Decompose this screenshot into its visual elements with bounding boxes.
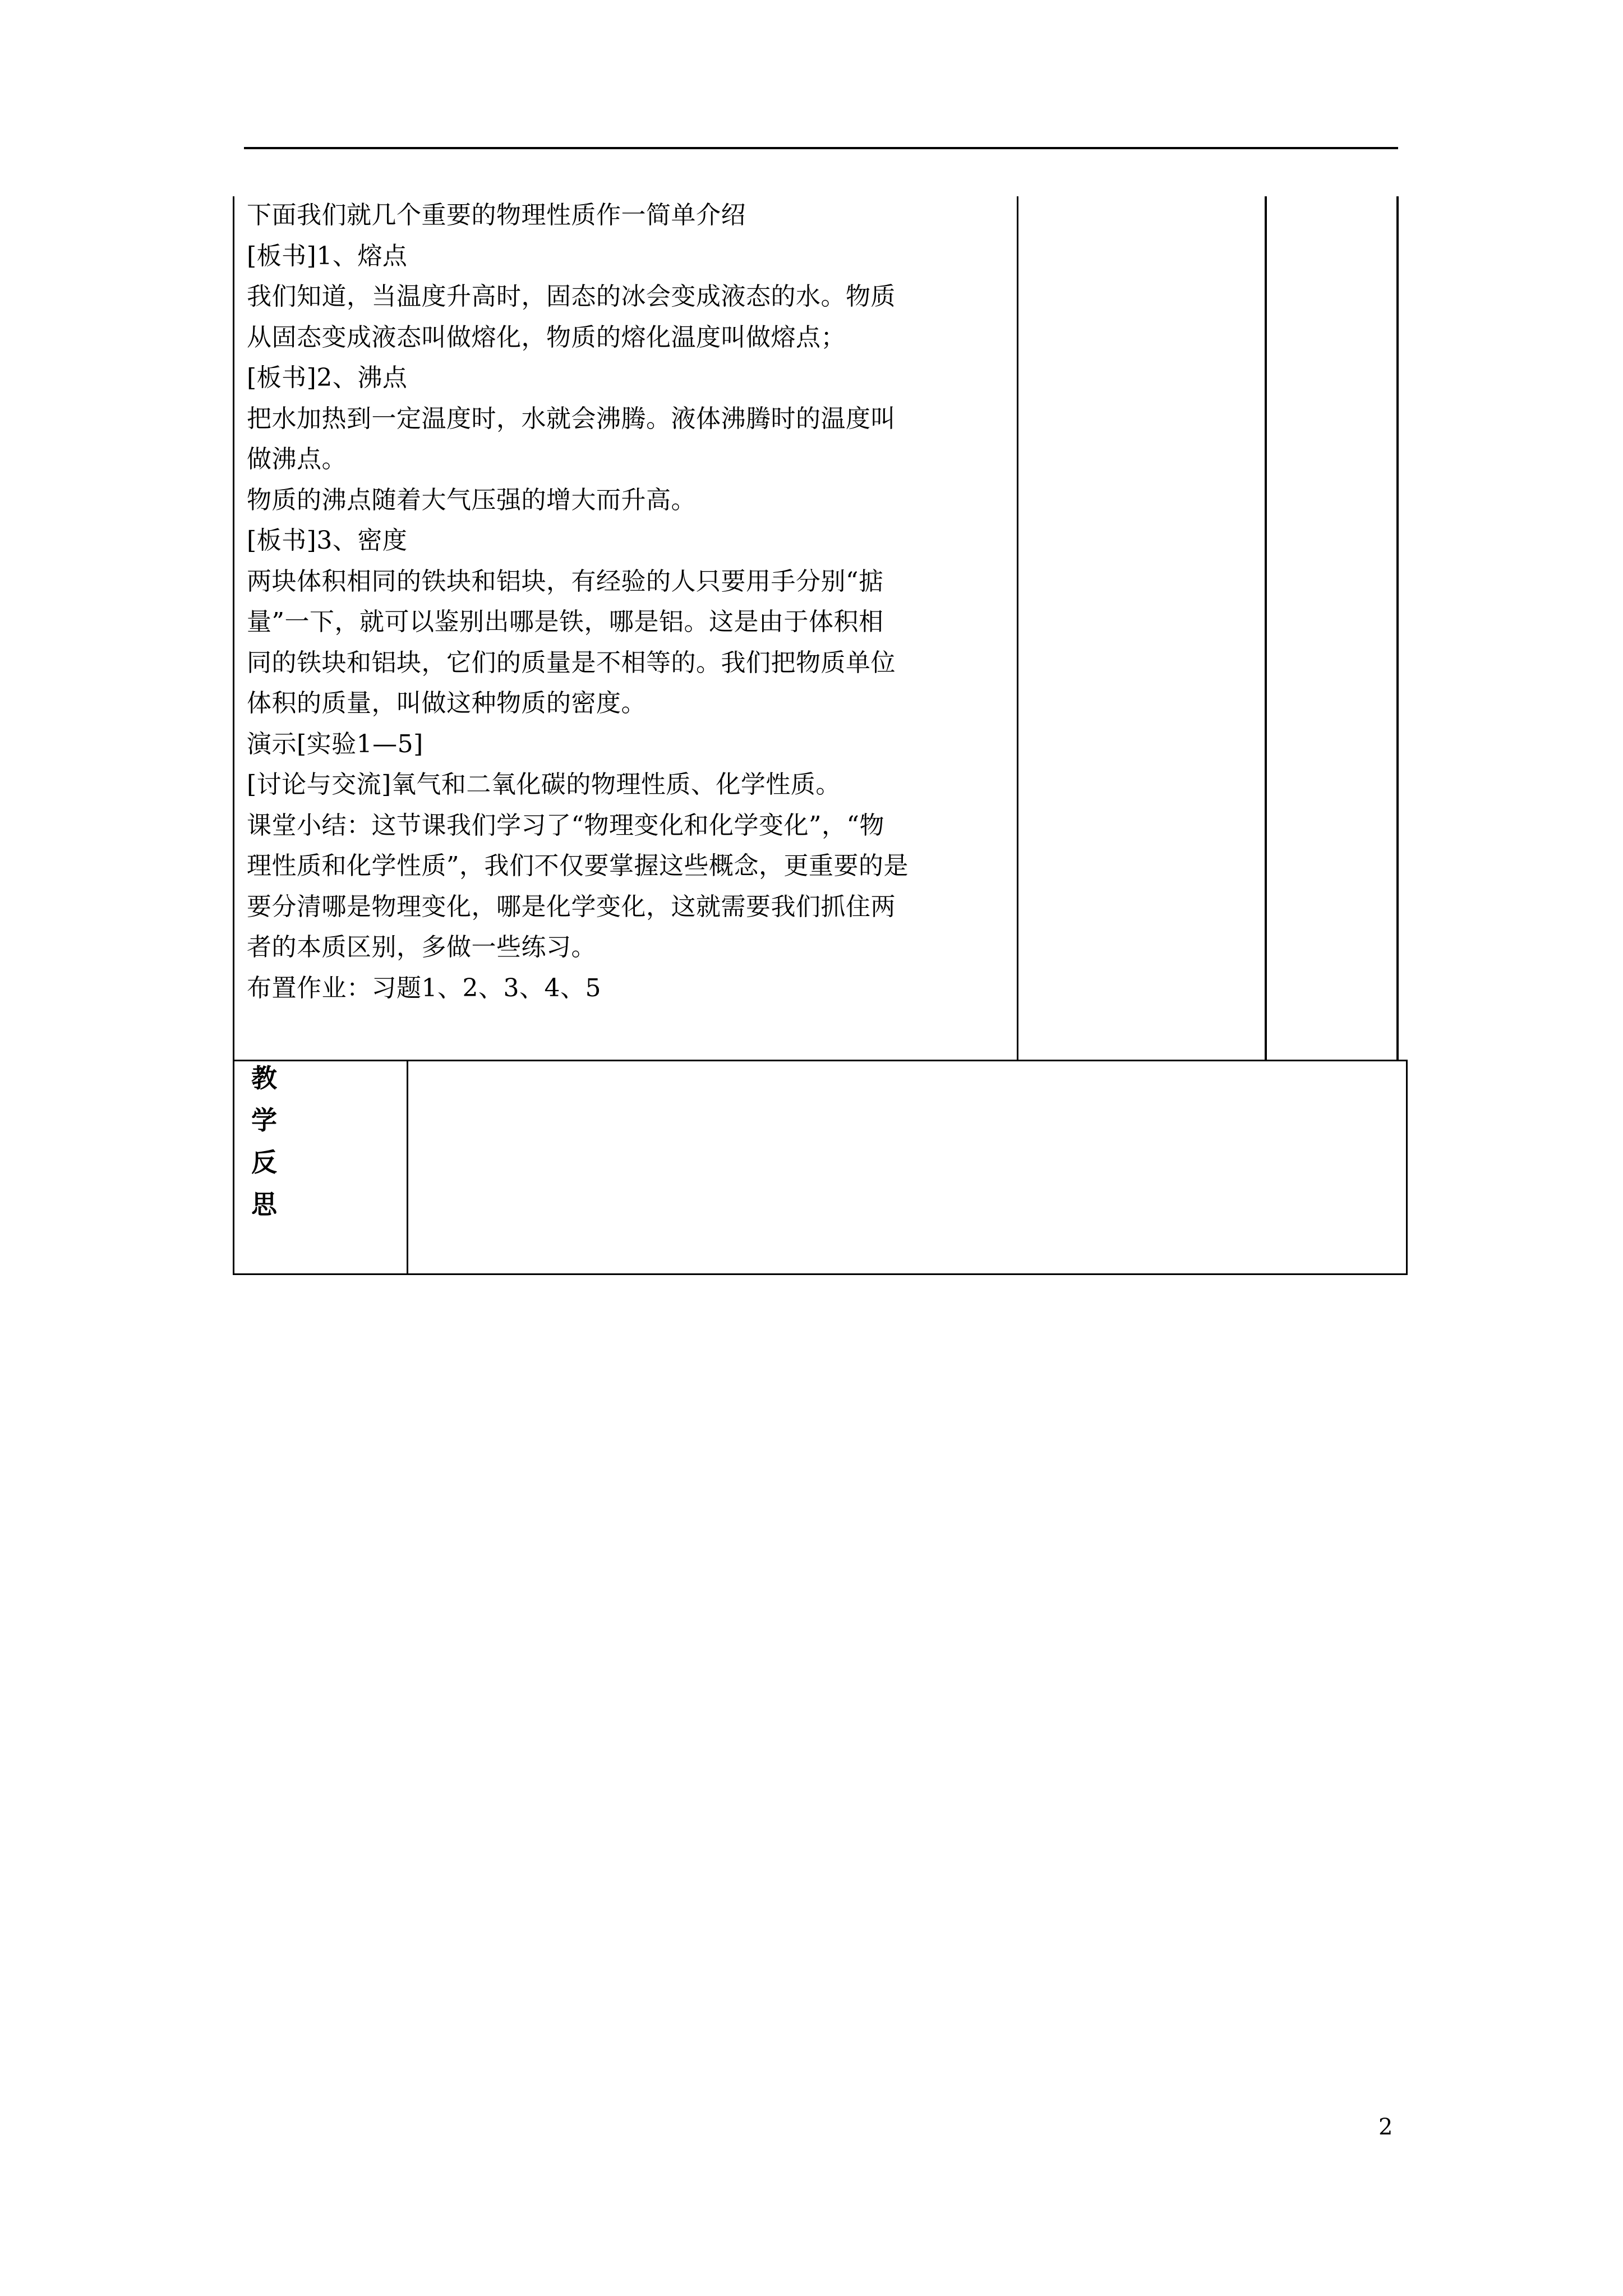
lesson-line: 下面我们就几个重要的物理性质作一简单介绍	[247, 201, 746, 229]
header-rule	[244, 147, 1398, 149]
reflection-divider	[407, 1060, 408, 1275]
table-divider-1	[1017, 196, 1018, 1061]
lesson-content-cell	[247, 195, 1009, 1009]
lesson-line: 课堂小结：这节课我们学习了“物理变化和化学变化”，“物	[247, 811, 884, 840]
lesson-line: [板书]1、熔点	[247, 241, 408, 270]
lesson-line: 从固态变成液态叫做熔化，物质的熔化温度叫做熔点；	[247, 323, 846, 352]
lesson-line: 把水加热到一定温度时，水就会沸腾。液体沸腾时的温度叫	[247, 404, 896, 433]
lesson-line: 布置作业：习题1、2、3、4、5	[247, 973, 601, 1002]
lesson-line: 者的本质区别，多做一些练习。	[247, 933, 596, 961]
reflection-label-char: 学	[251, 1105, 277, 1135]
table-border-left	[233, 196, 234, 1275]
lesson-line: 同的铁块和铝块，它们的质量是不相等的。我们把物质单位	[247, 648, 896, 677]
reflection-label	[251, 1057, 307, 1226]
reflection-label-char: 教	[251, 1063, 277, 1093]
lesson-line: 我们知道，当温度升高时，固态的冰会变成液态的水。物质	[247, 282, 896, 311]
lesson-line: [板书]2、沸点	[247, 364, 408, 392]
lesson-line: 做沸点。	[247, 445, 347, 473]
lesson-line: 体积的质量，叫做这种物质的密度。	[247, 689, 646, 717]
lesson-line: 理性质和化学性质”，我们不仅要掌握这些概念，更重要的是	[247, 852, 909, 880]
lesson-line: [讨论与交流]氧气和二氧化碳的物理性质、化学性质。	[247, 770, 841, 799]
reflection-label-char: 反	[251, 1147, 277, 1177]
lesson-line: 量”一下，就可以鉴别出哪是铁，哪是铝。这是由于体积相	[247, 608, 884, 636]
table-border-right-upper	[1396, 196, 1399, 1061]
table-border-bottom	[233, 1273, 1408, 1275]
lesson-line: 演示[实验1—5]	[247, 729, 423, 758]
reflection-content-cell	[415, 1066, 1396, 1268]
lesson-line: [板书]3、密度	[247, 526, 408, 555]
lesson-line: 要分清哪是物理变化，哪是化学变化，这就需要我们抓住两	[247, 892, 896, 921]
page-number: 2	[1378, 2114, 1393, 2140]
table-row-separator	[233, 1060, 1407, 1061]
reflection-label-char: 思	[251, 1189, 277, 1220]
lesson-line: 两块体积相同的铁块和铝块，有经验的人只要用手分别“掂	[247, 567, 884, 596]
table-divider-2	[1265, 196, 1267, 1061]
table-border-right-lower	[1406, 1060, 1408, 1275]
lesson-line: 物质的沸点随着大气压强的增大而升高。	[247, 485, 696, 514]
